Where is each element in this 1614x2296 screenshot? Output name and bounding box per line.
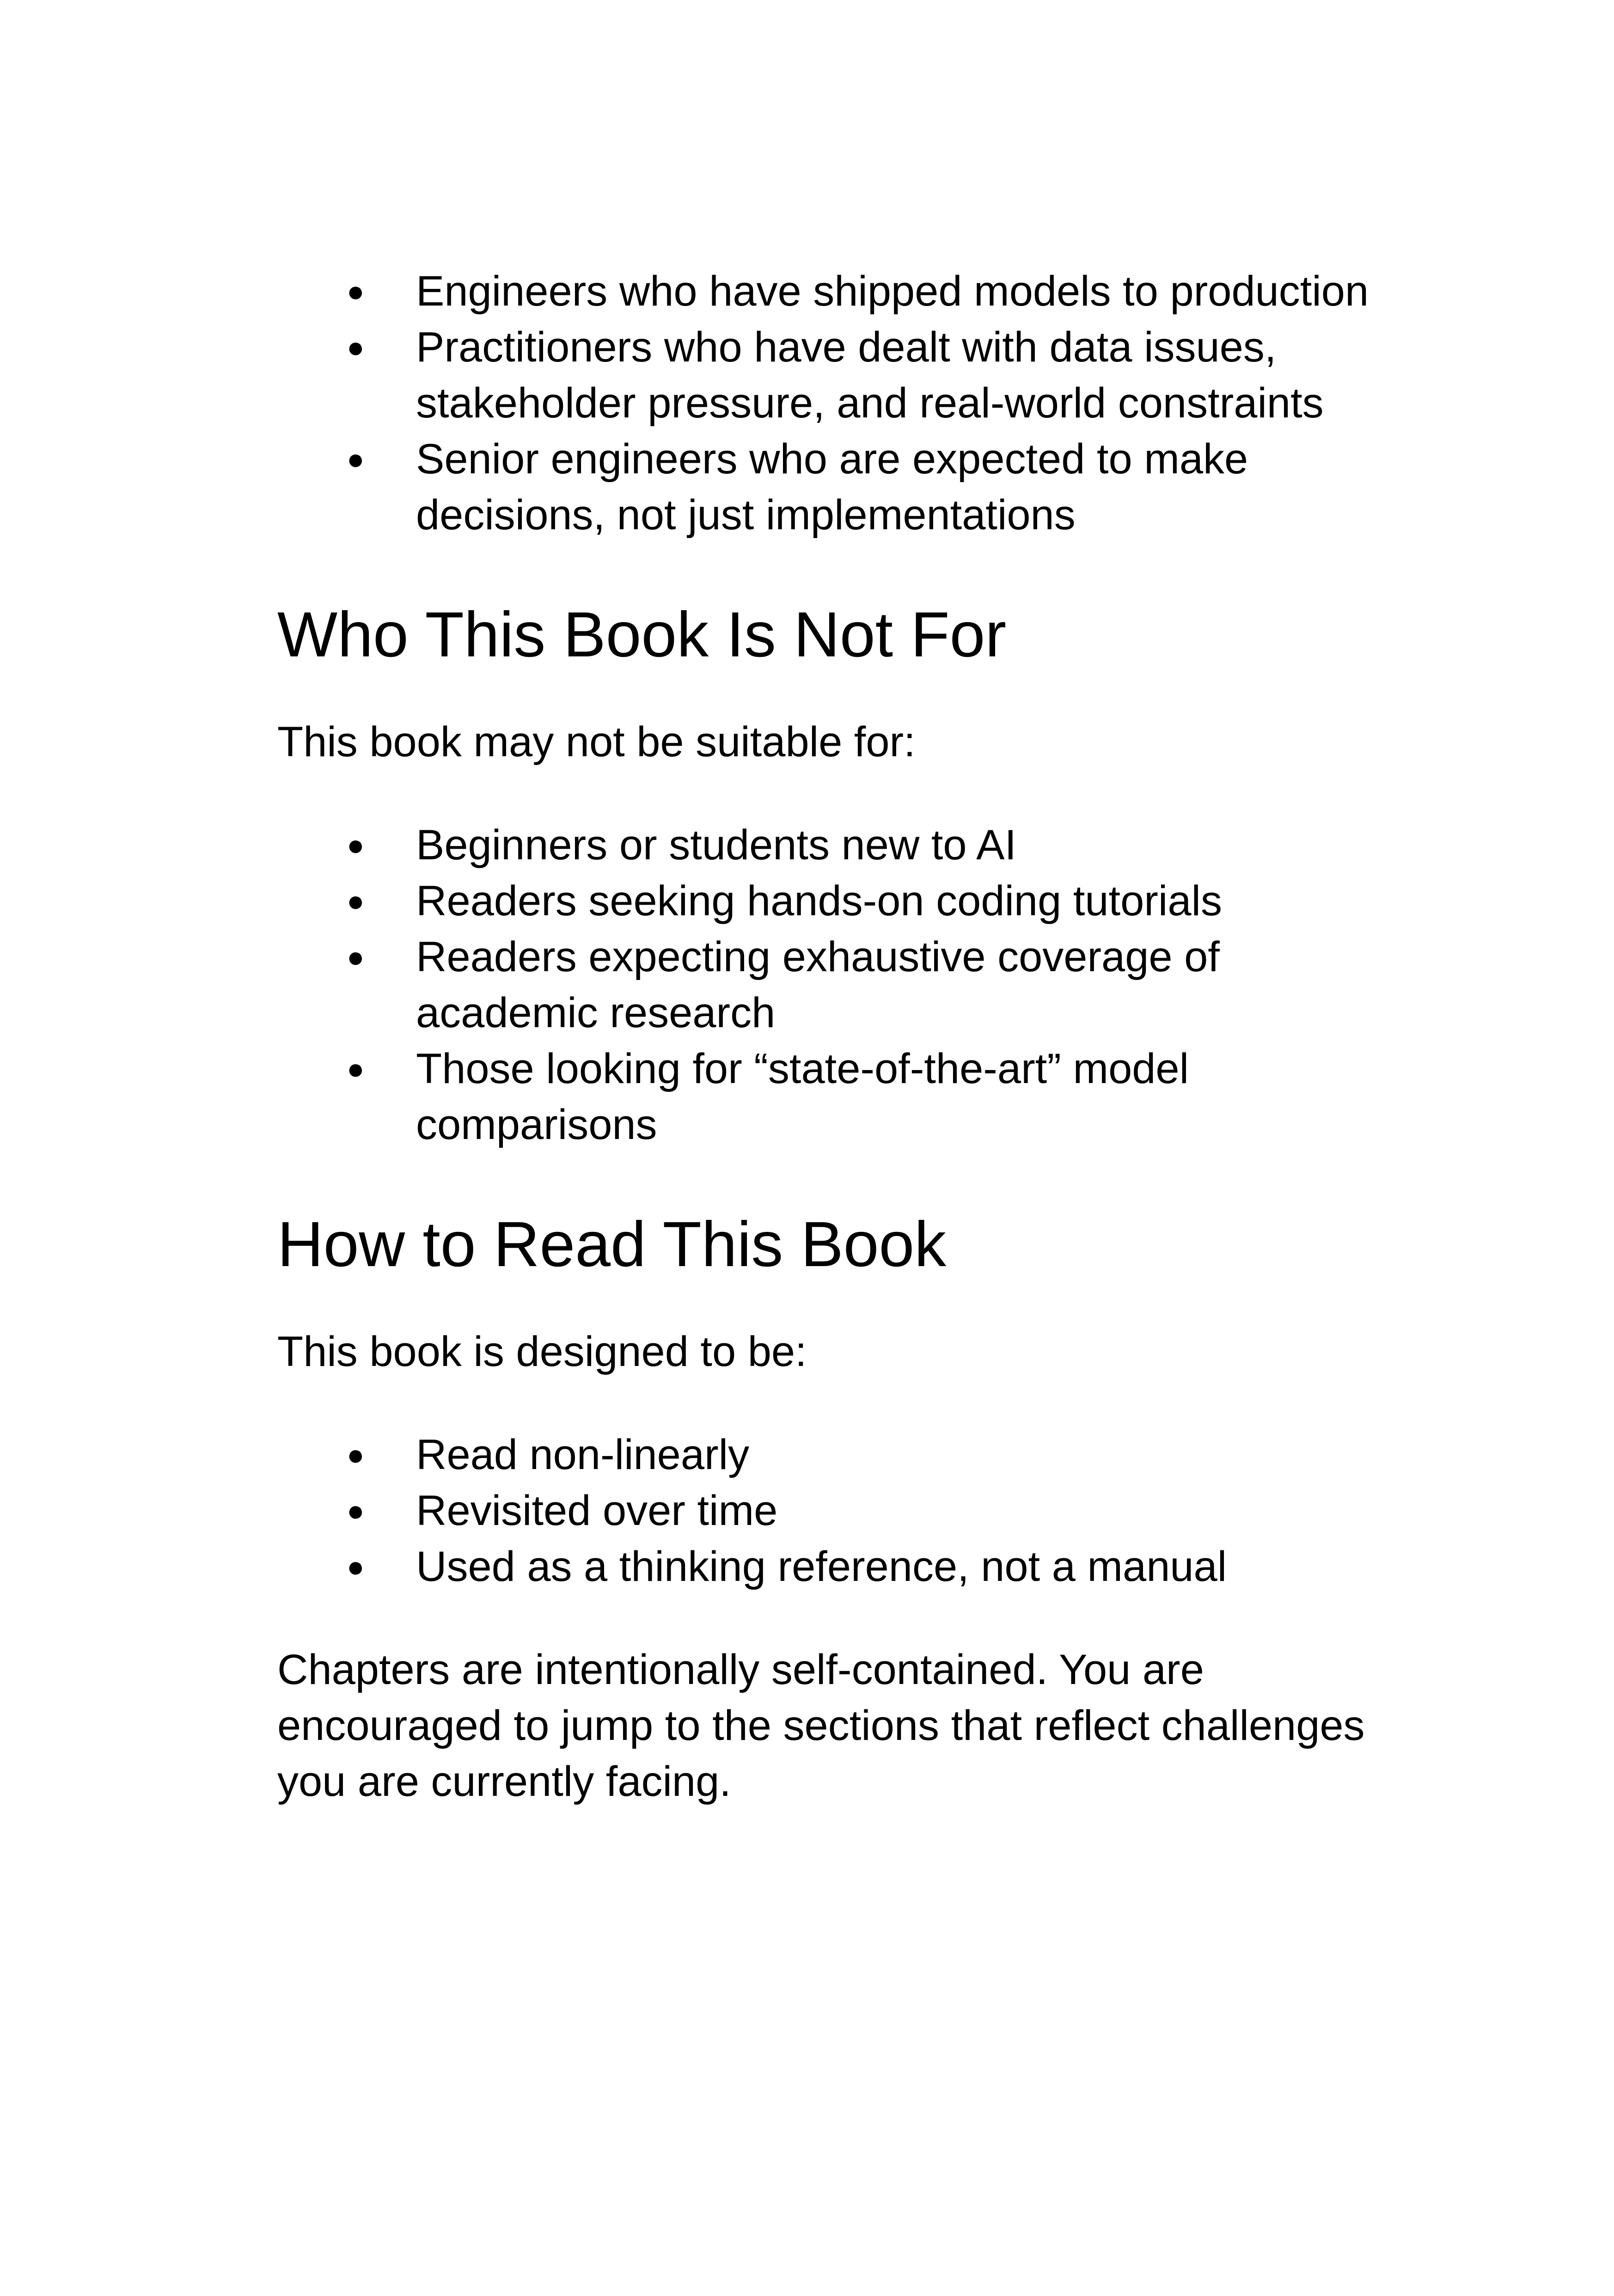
list-item [277, 1539, 1387, 1595]
how-to-read-list [277, 1427, 1387, 1595]
list-item [277, 1483, 1387, 1539]
list-item-text: Readers expecting exhaustive coverage of academic research [416, 933, 1220, 1036]
how-to-read-intro: This book is designed to be: [277, 1328, 807, 1375]
list-item-text: Practitioners who have dealt with data issues, stakeholder pressure, and real-world constraints [416, 324, 1324, 427]
bullet-icon: ● [347, 828, 365, 862]
list-item [277, 263, 1387, 319]
list-item-text: Senior engineers who are expected to make decisions, not just implementations [416, 435, 1248, 539]
list-item [277, 929, 1387, 1041]
bullet-icon: ● [347, 442, 365, 476]
list-item [277, 431, 1387, 543]
list-item [277, 873, 1387, 929]
list-item-text: Used as a thinking reference, not a manual [416, 1543, 1227, 1590]
bullet-icon: ● [347, 940, 365, 974]
bullet-icon: ● [347, 275, 365, 308]
list-item [277, 319, 1387, 431]
list-item [277, 817, 1387, 873]
audience-list [277, 263, 1387, 543]
list-item [277, 1041, 1387, 1153]
not-for-intro: This book may not be suitable for: [277, 718, 916, 765]
not-for-list [277, 817, 1387, 1153]
document-page [277, 263, 1387, 1810]
list-item-text: Beginners or students new to AI [416, 821, 1017, 869]
list-item-text: Revisited over time [416, 1487, 778, 1534]
bullet-icon: ● [347, 1052, 365, 1085]
section-heading-how-to-read: How to Read This Book [277, 1209, 947, 1280]
list-item-text: Engineers who have shipped models to production [416, 268, 1369, 315]
list-item-text: Read non-linearly [416, 1431, 750, 1478]
bullet-icon: ● [347, 884, 365, 918]
bullet-icon: ● [347, 1438, 365, 1471]
list-item-text: Those looking for “state-of-the-art” model comparisons [416, 1045, 1189, 1148]
bullet-icon: ● [347, 1550, 365, 1583]
bullet-icon: ● [347, 1494, 365, 1527]
list-item [277, 1427, 1387, 1483]
section-heading-not-for: Who This Book Is Not For [277, 599, 1007, 670]
list-item-text: Readers seeking hands-on coding tutorials [416, 877, 1222, 925]
bullet-icon: ● [347, 331, 365, 364]
closing-paragraph: Chapters are intentionally self-contained. You are encouraged to jump to the sections that reflect challenges you are currently facing. [277, 1646, 1365, 1805]
